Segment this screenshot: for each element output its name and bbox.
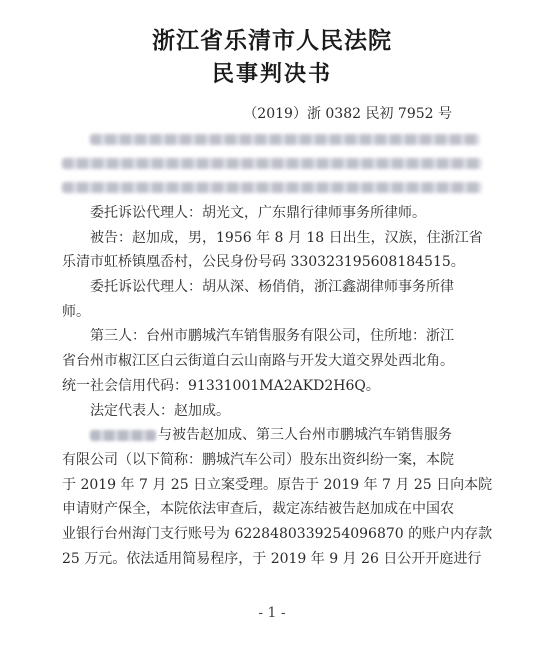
body-line: 省台州市椒江区白云街道白云山南路与开发大道交界处西北角。	[62, 353, 454, 370]
body-line: 申请财产保全，本院依法审查后，裁定冻结被告赵加成在中国农	[62, 501, 454, 518]
body-line: 于 2019 年 7 月 25 日立案受理。原告于 2019 年 7 月 25 日向本院	[62, 476, 493, 493]
body-line: 与被告赵加成、第三人台州市鹏城汽车销售服务	[62, 423, 485, 448]
body-line: 业银行台州海门支行账号为 6228480339254096870 的账户内存款	[62, 525, 493, 542]
redacted-plaintiff-name	[90, 430, 156, 441]
body-line: 有限公司（以下简称：鹏城汽车公司）股东出资纠纷一案，本院	[62, 451, 454, 468]
redacted-line	[90, 134, 480, 145]
court-name: 浙江省乐清市人民法院	[152, 27, 392, 54]
body-line: 乐清市虹桥镇凰岙村，公民身份号码 330323195608184515。	[62, 254, 465, 271]
body-line: 统一社会信用代码：91331001MA2AKD2H6Q。	[62, 377, 380, 394]
body-line: 法定代表人：赵加成。	[90, 402, 230, 419]
judgment-body	[62, 201, 493, 571]
body-line: 委托诉讼代理人：胡从深、杨俏俏，浙江鑫湖律师事务所律	[90, 279, 454, 296]
redacted-plaintiff-info	[62, 134, 482, 206]
document-title: 民事判决书	[211, 61, 332, 87]
body-line: 被告：赵加成，男，1956 年 8 月 18 日出生，汉族，住浙江省	[90, 229, 483, 246]
body-line: 25 万元。依法适用简易程序，于 2019 年 9 月 26 日公开开庭进行	[62, 550, 482, 567]
body-line: 师。	[62, 303, 90, 320]
body-line: 委托诉讼代理人：胡光文，广东鼎行律师事务所律师。	[90, 205, 426, 221]
redacted-line	[62, 158, 482, 169]
page-number: - 1 -	[258, 605, 286, 621]
body-line: 第三人：台州市鹏城汽车销售服务有限公司，住所地：浙江	[90, 328, 454, 345]
case-number: （2019）浙 0382 民初 7952 号	[243, 106, 452, 122]
redacted-line	[62, 182, 482, 193]
